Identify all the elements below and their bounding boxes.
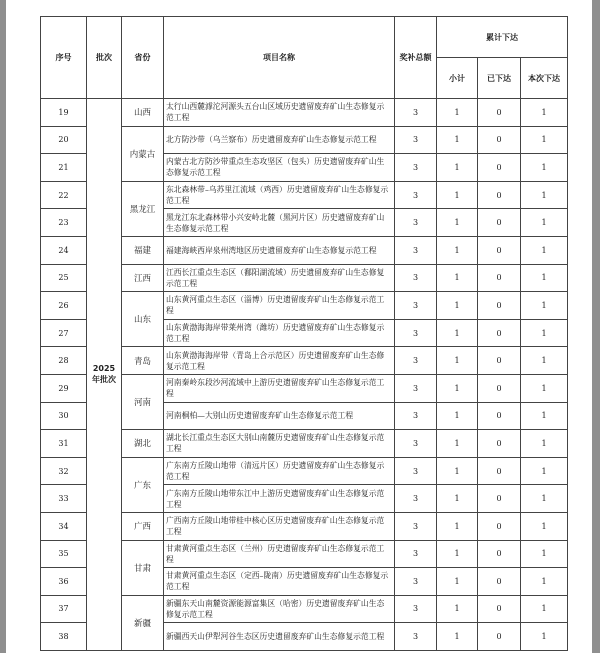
cell-subsidy-total: 3 xyxy=(395,430,437,458)
cell-project-name: 内蒙古北方防沙带重点生态攻坚区（包头）历史遗留废弃矿山生态修复示范工程 xyxy=(164,154,395,182)
cell-project-name: 河南秦岭东段沙河流域中上游历史遗留废弃矿山生态修复示范工程 xyxy=(164,374,395,402)
cell-project-name: 甘肃黄河重点生态区（兰州）历史遗留废弃矿山生态修复示范工程 xyxy=(164,540,395,568)
cell-seq: 20 xyxy=(41,126,87,154)
cell-seq: 36 xyxy=(41,568,87,596)
cell-batch: 2025年批次 xyxy=(87,99,122,651)
cell-subsidy-total: 3 xyxy=(395,347,437,375)
cell-issued: 0 xyxy=(478,292,521,320)
cell-current: 1 xyxy=(521,292,568,320)
cell-subtotal: 1 xyxy=(437,319,478,347)
cell-subtotal: 1 xyxy=(437,430,478,458)
cell-province: 湖北 xyxy=(122,430,164,458)
cell-project-name: 甘肃黄河重点生态区（定西–陇南）历史遗留废弃矿山生态修复示范工程 xyxy=(164,568,395,596)
cell-seq: 19 xyxy=(41,99,87,127)
cell-subtotal: 1 xyxy=(437,374,478,402)
cell-issued: 0 xyxy=(478,264,521,292)
cell-seq: 35 xyxy=(41,540,87,568)
cell-province: 山西 xyxy=(122,99,164,127)
cell-current: 1 xyxy=(521,154,568,182)
cell-subsidy-total: 3 xyxy=(395,595,437,623)
project-table xyxy=(40,16,568,651)
cell-current: 1 xyxy=(521,485,568,513)
cell-project-name: 北方防沙带（乌兰察布）历史遗留废弃矿山生态修复示范工程 xyxy=(164,126,395,154)
cell-project-name: 东北森林带–乌苏里江流域（鸡西）历史遗留废弃矿山生态修复示范工程 xyxy=(164,181,395,209)
cell-issued: 0 xyxy=(478,457,521,485)
cell-subsidy-total: 3 xyxy=(395,319,437,347)
cell-project-name: 山东黄河重点生态区（淄博）历史遗留废弃矿山生态修复示范工程 xyxy=(164,292,395,320)
cell-seq: 27 xyxy=(41,319,87,347)
cell-subsidy-total: 3 xyxy=(395,568,437,596)
cell-seq: 21 xyxy=(41,154,87,182)
cell-subtotal: 1 xyxy=(437,568,478,596)
cell-subsidy-total: 3 xyxy=(395,457,437,485)
header-province: 省份 xyxy=(122,17,164,99)
cell-project-name: 广西南方丘陵山地带桂中核心区历史遗留废弃矿山生态修复示范工程 xyxy=(164,512,395,540)
cell-subsidy-total: 3 xyxy=(395,236,437,264)
cell-issued: 0 xyxy=(478,540,521,568)
cell-seq: 22 xyxy=(41,181,87,209)
cell-seq: 25 xyxy=(41,264,87,292)
cell-subtotal: 1 xyxy=(437,181,478,209)
cell-subsidy-total: 3 xyxy=(395,209,437,237)
cell-subtotal: 1 xyxy=(437,126,478,154)
cell-seq: 29 xyxy=(41,374,87,402)
cell-project-name: 新疆西天山伊犁河谷生态区历史遗留废弃矿山生态修复示范工程 xyxy=(164,623,395,651)
cell-province: 山东 xyxy=(122,292,164,347)
cell-subsidy-total: 3 xyxy=(395,512,437,540)
cell-issued: 0 xyxy=(478,236,521,264)
cell-seq: 32 xyxy=(41,457,87,485)
cell-subtotal: 1 xyxy=(437,292,478,320)
cell-current: 1 xyxy=(521,264,568,292)
cell-issued: 0 xyxy=(478,374,521,402)
cell-project-name: 广东南方丘陵山地带（清远片区）历史遗留废弃矿山生态修复示范工程 xyxy=(164,457,395,485)
cell-issued: 0 xyxy=(478,209,521,237)
cell-project-name: 黑龙江东北森林带小兴安岭北麓（黑河片区）历史遗留废弃矿山生态修复示范工程 xyxy=(164,209,395,237)
cell-seq: 38 xyxy=(41,623,87,651)
cell-subsidy-total: 3 xyxy=(395,292,437,320)
cell-seq: 33 xyxy=(41,485,87,513)
cell-subtotal: 1 xyxy=(437,457,478,485)
cell-subsidy-total: 3 xyxy=(395,99,437,127)
header-project-name: 项目名称 xyxy=(164,17,395,99)
cell-subtotal: 1 xyxy=(437,540,478,568)
cell-subtotal: 1 xyxy=(437,236,478,264)
cell-subtotal: 1 xyxy=(437,99,478,127)
cell-subtotal: 1 xyxy=(437,512,478,540)
cell-project-name: 广东南方丘陵山地带东江中上游历史遗留废弃矿山生态修复示范工程 xyxy=(164,485,395,513)
cell-current: 1 xyxy=(521,181,568,209)
cell-project-name: 福建海峡西岸泉州湾地区历史遗留废弃矿山生态修复示范工程 xyxy=(164,236,395,264)
cell-subsidy-total: 3 xyxy=(395,540,437,568)
cell-issued: 0 xyxy=(478,402,521,430)
cell-issued: 0 xyxy=(478,595,521,623)
cell-subtotal: 1 xyxy=(437,402,478,430)
cell-province: 黑龙江 xyxy=(122,181,164,236)
cell-province: 河南 xyxy=(122,374,164,429)
cell-current: 1 xyxy=(521,236,568,264)
cell-seq: 31 xyxy=(41,430,87,458)
cell-subtotal: 1 xyxy=(437,347,478,375)
cell-subsidy-total: 3 xyxy=(395,264,437,292)
cell-current: 1 xyxy=(521,209,568,237)
cell-issued: 0 xyxy=(478,623,521,651)
cell-province: 甘肃 xyxy=(122,540,164,595)
cell-subtotal: 1 xyxy=(437,264,478,292)
header-subtotal: 小计 xyxy=(437,58,478,99)
cell-subsidy-total: 3 xyxy=(395,623,437,651)
cell-current: 1 xyxy=(521,319,568,347)
cell-subtotal: 1 xyxy=(437,209,478,237)
document-page xyxy=(6,0,592,653)
header-seq: 序号 xyxy=(41,17,87,99)
header-issued: 已下达 xyxy=(478,58,521,99)
cell-issued: 0 xyxy=(478,154,521,182)
cell-project-name: 山东黄渤海海岸带莱州湾（潍坊）历史遗留废弃矿山生态修复示范工程 xyxy=(164,319,395,347)
cell-project-name: 太行山西麓滹沱河源头五台山区域历史遗留废弃矿山生态修复示范工程 xyxy=(164,99,395,127)
cell-current: 1 xyxy=(521,430,568,458)
header-batch: 批次 xyxy=(87,17,122,99)
cell-seq: 30 xyxy=(41,402,87,430)
cell-project-name: 新疆东天山南麓资源能源富集区（哈密）历史遗留废弃矿山生态修复示范工程 xyxy=(164,595,395,623)
cell-seq: 28 xyxy=(41,347,87,375)
cell-issued: 0 xyxy=(478,512,521,540)
cell-seq: 37 xyxy=(41,595,87,623)
cell-province: 福建 xyxy=(122,236,164,264)
cell-province: 内蒙古 xyxy=(122,126,164,181)
table-row xyxy=(41,99,568,127)
header-cumulative: 累计下达 xyxy=(437,17,568,58)
cell-current: 1 xyxy=(521,512,568,540)
cell-issued: 0 xyxy=(478,181,521,209)
cell-issued: 0 xyxy=(478,485,521,513)
cell-current: 1 xyxy=(521,540,568,568)
cell-issued: 0 xyxy=(478,347,521,375)
cell-subsidy-total: 3 xyxy=(395,126,437,154)
cell-subtotal: 1 xyxy=(437,623,478,651)
cell-current: 1 xyxy=(521,402,568,430)
cell-project-name: 河南桐柏—大别山历史遗留废弃矿山生态修复示范工程 xyxy=(164,402,395,430)
cell-seq: 34 xyxy=(41,512,87,540)
cell-province: 新疆 xyxy=(122,595,164,650)
cell-project-name: 江西长江重点生态区（鄱阳湖流域）历史遗留废弃矿山生态修复示范工程 xyxy=(164,264,395,292)
cell-seq: 23 xyxy=(41,209,87,237)
cell-subtotal: 1 xyxy=(437,595,478,623)
cell-province: 广西 xyxy=(122,512,164,540)
cell-project-name: 山东黄渤海海岸带（青岛上合示范区）历史遗留废弃矿山生态修复示范工程 xyxy=(164,347,395,375)
cell-subsidy-total: 3 xyxy=(395,485,437,513)
table-body xyxy=(41,99,568,651)
cell-issued: 0 xyxy=(478,319,521,347)
cell-subsidy-total: 3 xyxy=(395,154,437,182)
cell-subsidy-total: 3 xyxy=(395,374,437,402)
cell-province: 青岛 xyxy=(122,347,164,375)
header-current: 本次下达 xyxy=(521,58,568,99)
cell-current: 1 xyxy=(521,568,568,596)
cell-current: 1 xyxy=(521,623,568,651)
cell-subtotal: 1 xyxy=(437,154,478,182)
cell-subtotal: 1 xyxy=(437,485,478,513)
cell-province: 广东 xyxy=(122,457,164,512)
cell-current: 1 xyxy=(521,99,568,127)
header-subsidy-total: 奖补总额 xyxy=(395,17,437,99)
cell-issued: 0 xyxy=(478,568,521,596)
cell-current: 1 xyxy=(521,126,568,154)
cell-issued: 0 xyxy=(478,126,521,154)
cell-subsidy-total: 3 xyxy=(395,402,437,430)
cell-current: 1 xyxy=(521,595,568,623)
cell-current: 1 xyxy=(521,457,568,485)
cell-current: 1 xyxy=(521,347,568,375)
cell-province: 江西 xyxy=(122,264,164,292)
cell-seq: 24 xyxy=(41,236,87,264)
cell-issued: 0 xyxy=(478,99,521,127)
cell-project-name: 湖北长江重点生态区大别山南麓历史遗留废弃矿山生态修复示范工程 xyxy=(164,430,395,458)
cell-seq: 26 xyxy=(41,292,87,320)
cell-current: 1 xyxy=(521,374,568,402)
cell-subsidy-total: 3 xyxy=(395,181,437,209)
cell-issued: 0 xyxy=(478,430,521,458)
